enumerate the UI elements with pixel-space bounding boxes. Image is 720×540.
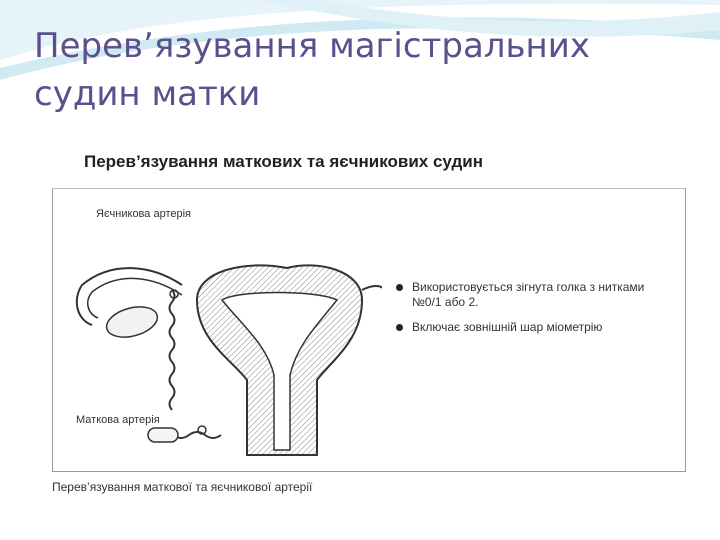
- note-item: Включає зовнішній шар міометрію: [394, 320, 674, 335]
- figure-card: [42, 140, 690, 500]
- slide-title: Перев’язування магістральних судин матки: [34, 26, 591, 114]
- uterine-artery-label: Маткова артерія: [76, 414, 160, 426]
- note-item: Використовується зігнута голка з нитками №0/1 або 2.: [394, 280, 674, 310]
- figure-heading: Перев’язування маткових та яєчникових судин: [84, 152, 483, 171]
- ovarian-artery-label: Яєчникова артерія: [96, 208, 191, 220]
- figure-caption: Перев’язування маткової та яєчникової артерії: [52, 480, 313, 494]
- uterus-diagram: [62, 230, 382, 470]
- notes-list: [394, 280, 674, 345]
